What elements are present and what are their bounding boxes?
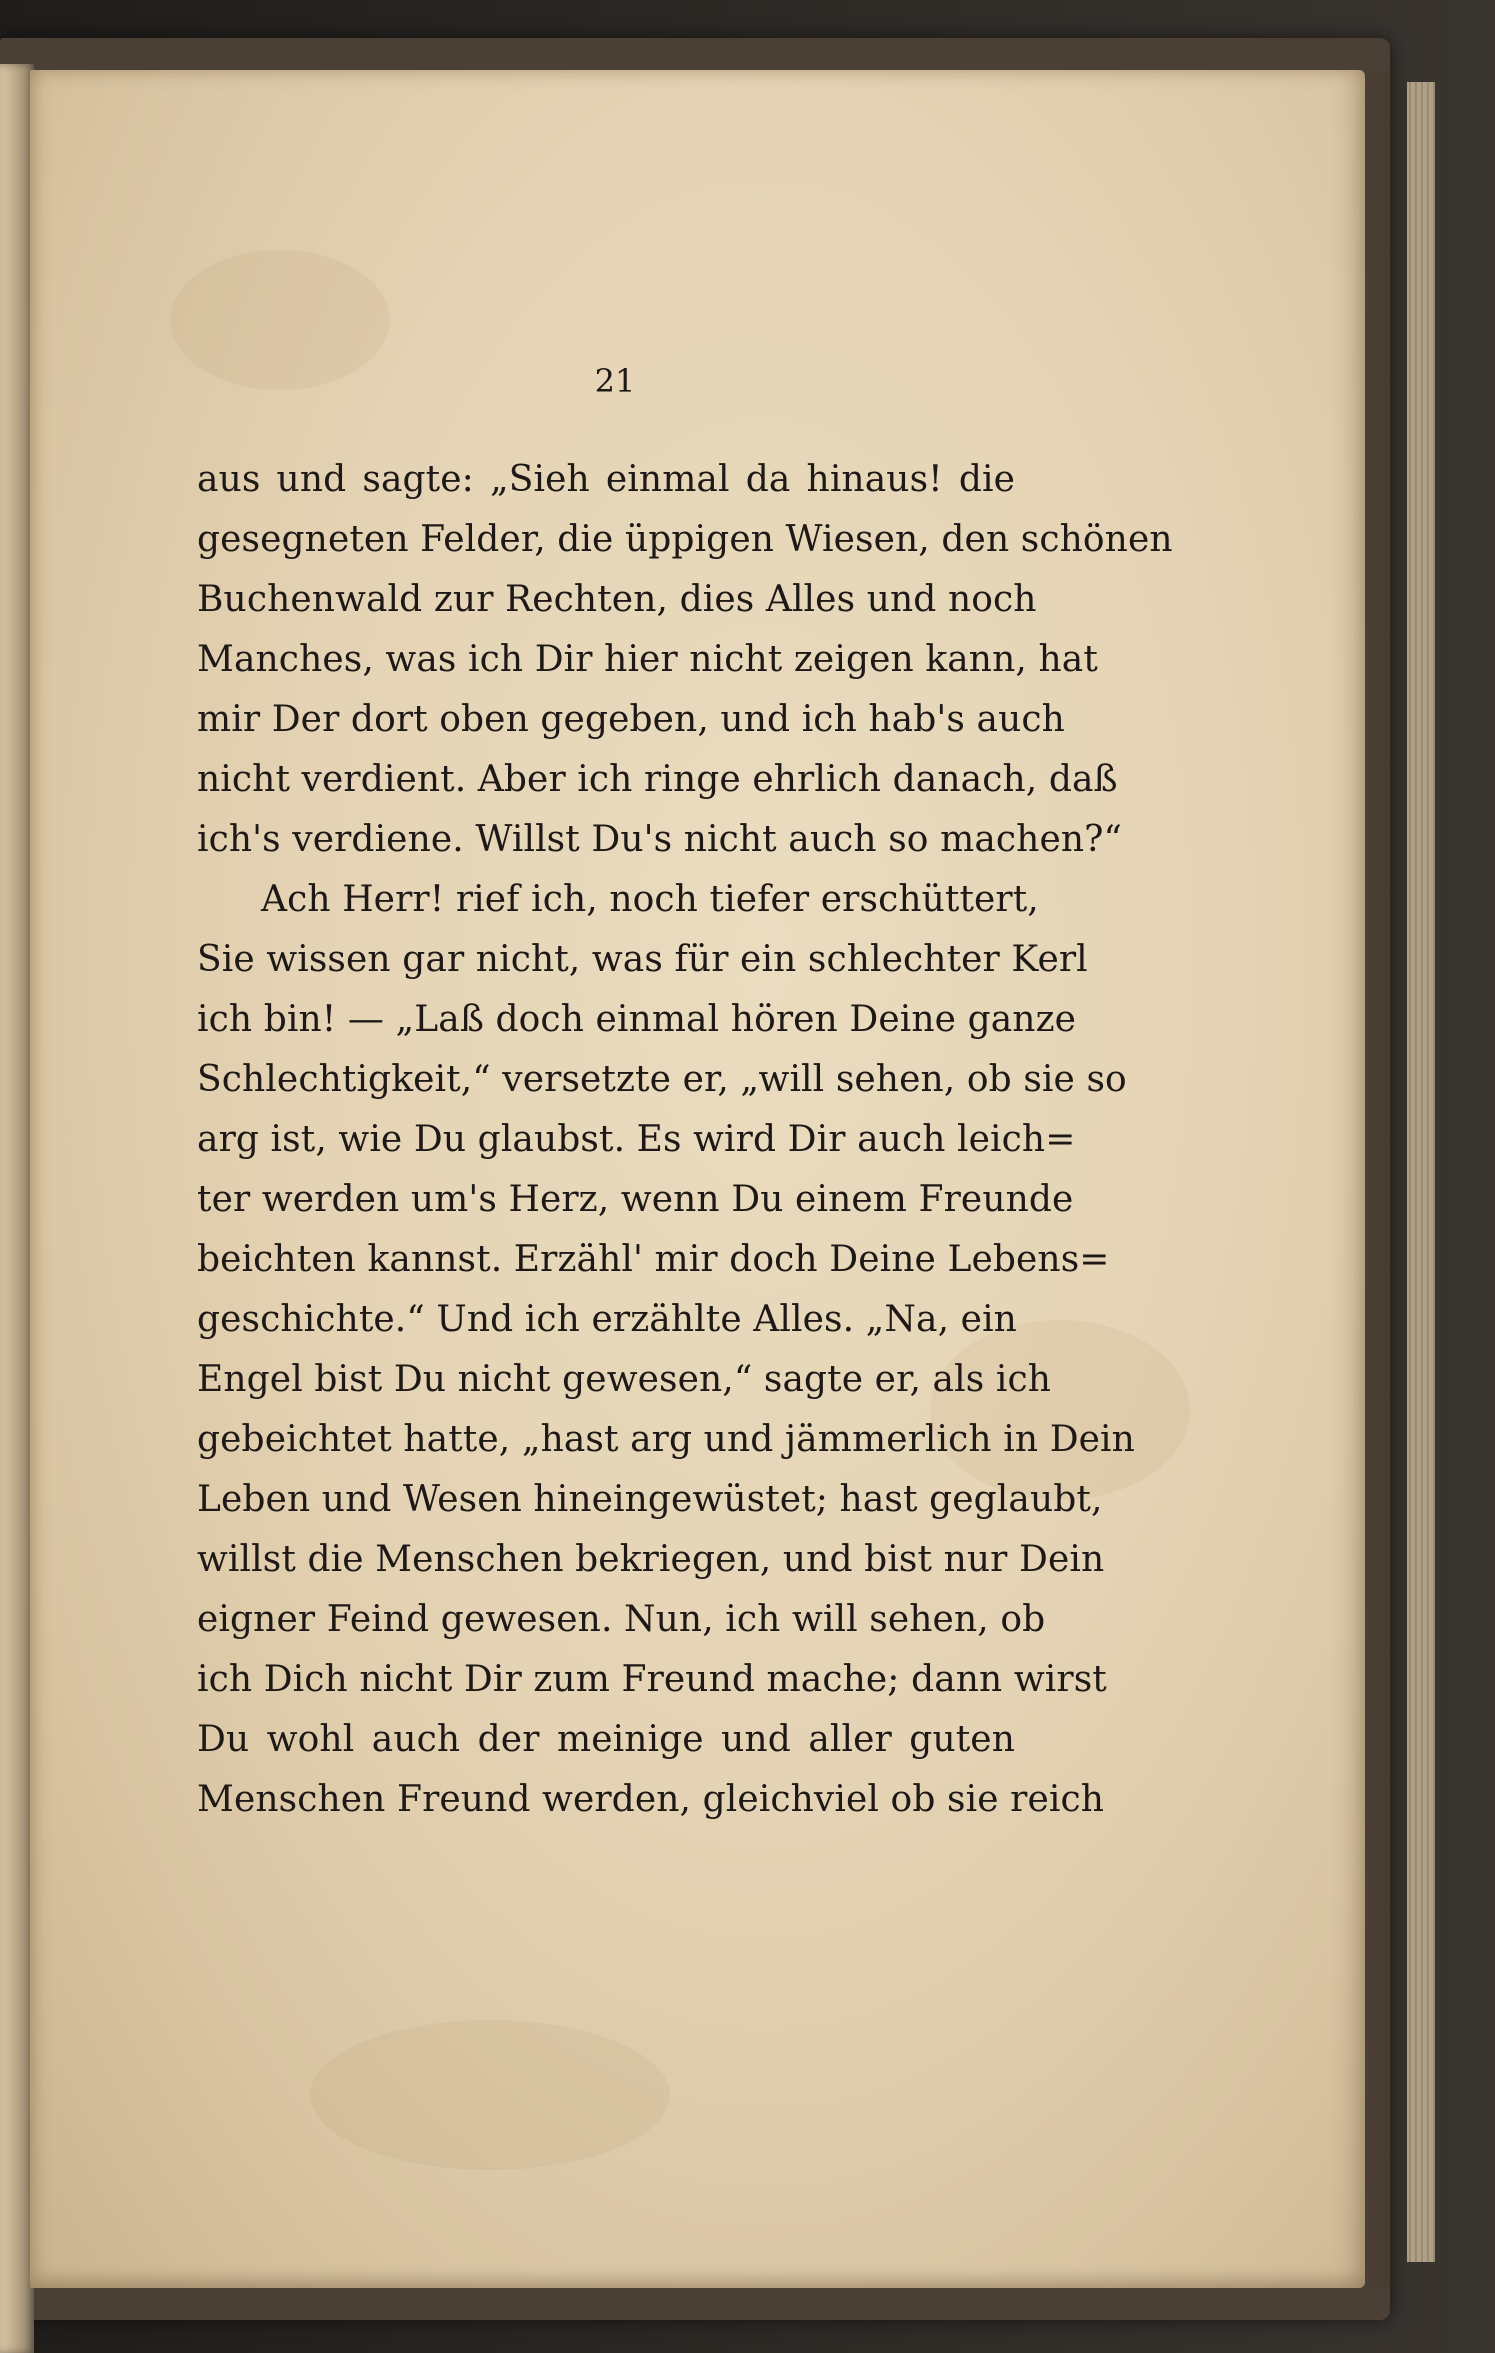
page-gutter-shadow	[1355, 70, 1400, 2288]
page-stain	[310, 2020, 670, 2170]
text-line: nicht verdient. Aber ich ringe ehrlich danach, daß	[197, 759, 1118, 800]
text-line: gebeichtet hatte, „hast arg und jämmerlich in Dein	[197, 1419, 1135, 1460]
text-line: ich's verdiene. Willst Du's nicht auch so machen?“	[197, 819, 1123, 860]
text-line: Buchenwald zur Rechten, dies Alles und noch	[197, 579, 1037, 620]
body-text	[197, 450, 1173, 1830]
facing-page-edge	[0, 64, 34, 2353]
text-line: Sie wissen gar nicht, was für ein schlechter Kerl	[197, 939, 1088, 980]
text-line: Ach Herr! rief ich, noch tiefer erschüttert,	[261, 879, 1039, 920]
text-line: Du wohl auch der meinige und aller guten	[197, 1719, 1015, 1760]
text-line: ich bin! — „Laß doch einmal hören Deine ganze	[197, 999, 1077, 1040]
text-line: aus und sagte: „Sieh einmal da hinaus! die	[197, 459, 1015, 500]
text-line: arg ist, wie Du glaubst. Es wird Dir auch leich=	[197, 1119, 1076, 1160]
text-line: Engel bist Du nicht gewesen,“ sagte er, als ich	[197, 1359, 1051, 1400]
page-number: 21	[594, 362, 636, 400]
text-line: eigner Feind gewesen. Nun, ich will sehen, ob	[197, 1599, 1046, 1640]
page-stain	[170, 250, 390, 390]
text-line: Schlechtigkeit,“ versetzte er, „will sehen, ob sie so	[197, 1059, 1127, 1100]
text-line: Leben und Wesen hineingewüstet; hast geglaubt,	[197, 1479, 1103, 1520]
text-line: geschichte.“ Und ich erzählte Alles. „Na, ein	[197, 1299, 1017, 1340]
text-line: Manches, was ich Dir hier nicht zeigen kann, hat	[197, 639, 1098, 680]
text-line: beichten kannst. Erzähl' mir doch Deine Lebens=	[197, 1239, 1110, 1280]
text-line: Menschen Freund werden, gleichviel ob sie reich	[197, 1779, 1105, 1820]
page-stack-edge	[1407, 82, 1435, 2262]
text-line: ich Dich nicht Dir zum Freund mache; dann wirst	[197, 1659, 1107, 1700]
text-line: ter werden um's Herz, wenn Du einem Freunde	[197, 1179, 1074, 1220]
text-line: gesegneten Felder, die üppigen Wiesen, den schönen	[197, 519, 1173, 560]
text-line: willst die Menschen bekriegen, und bist nur Dein	[197, 1539, 1105, 1580]
text-line: mir Der dort oben gegeben, und ich hab's auch	[197, 699, 1065, 740]
